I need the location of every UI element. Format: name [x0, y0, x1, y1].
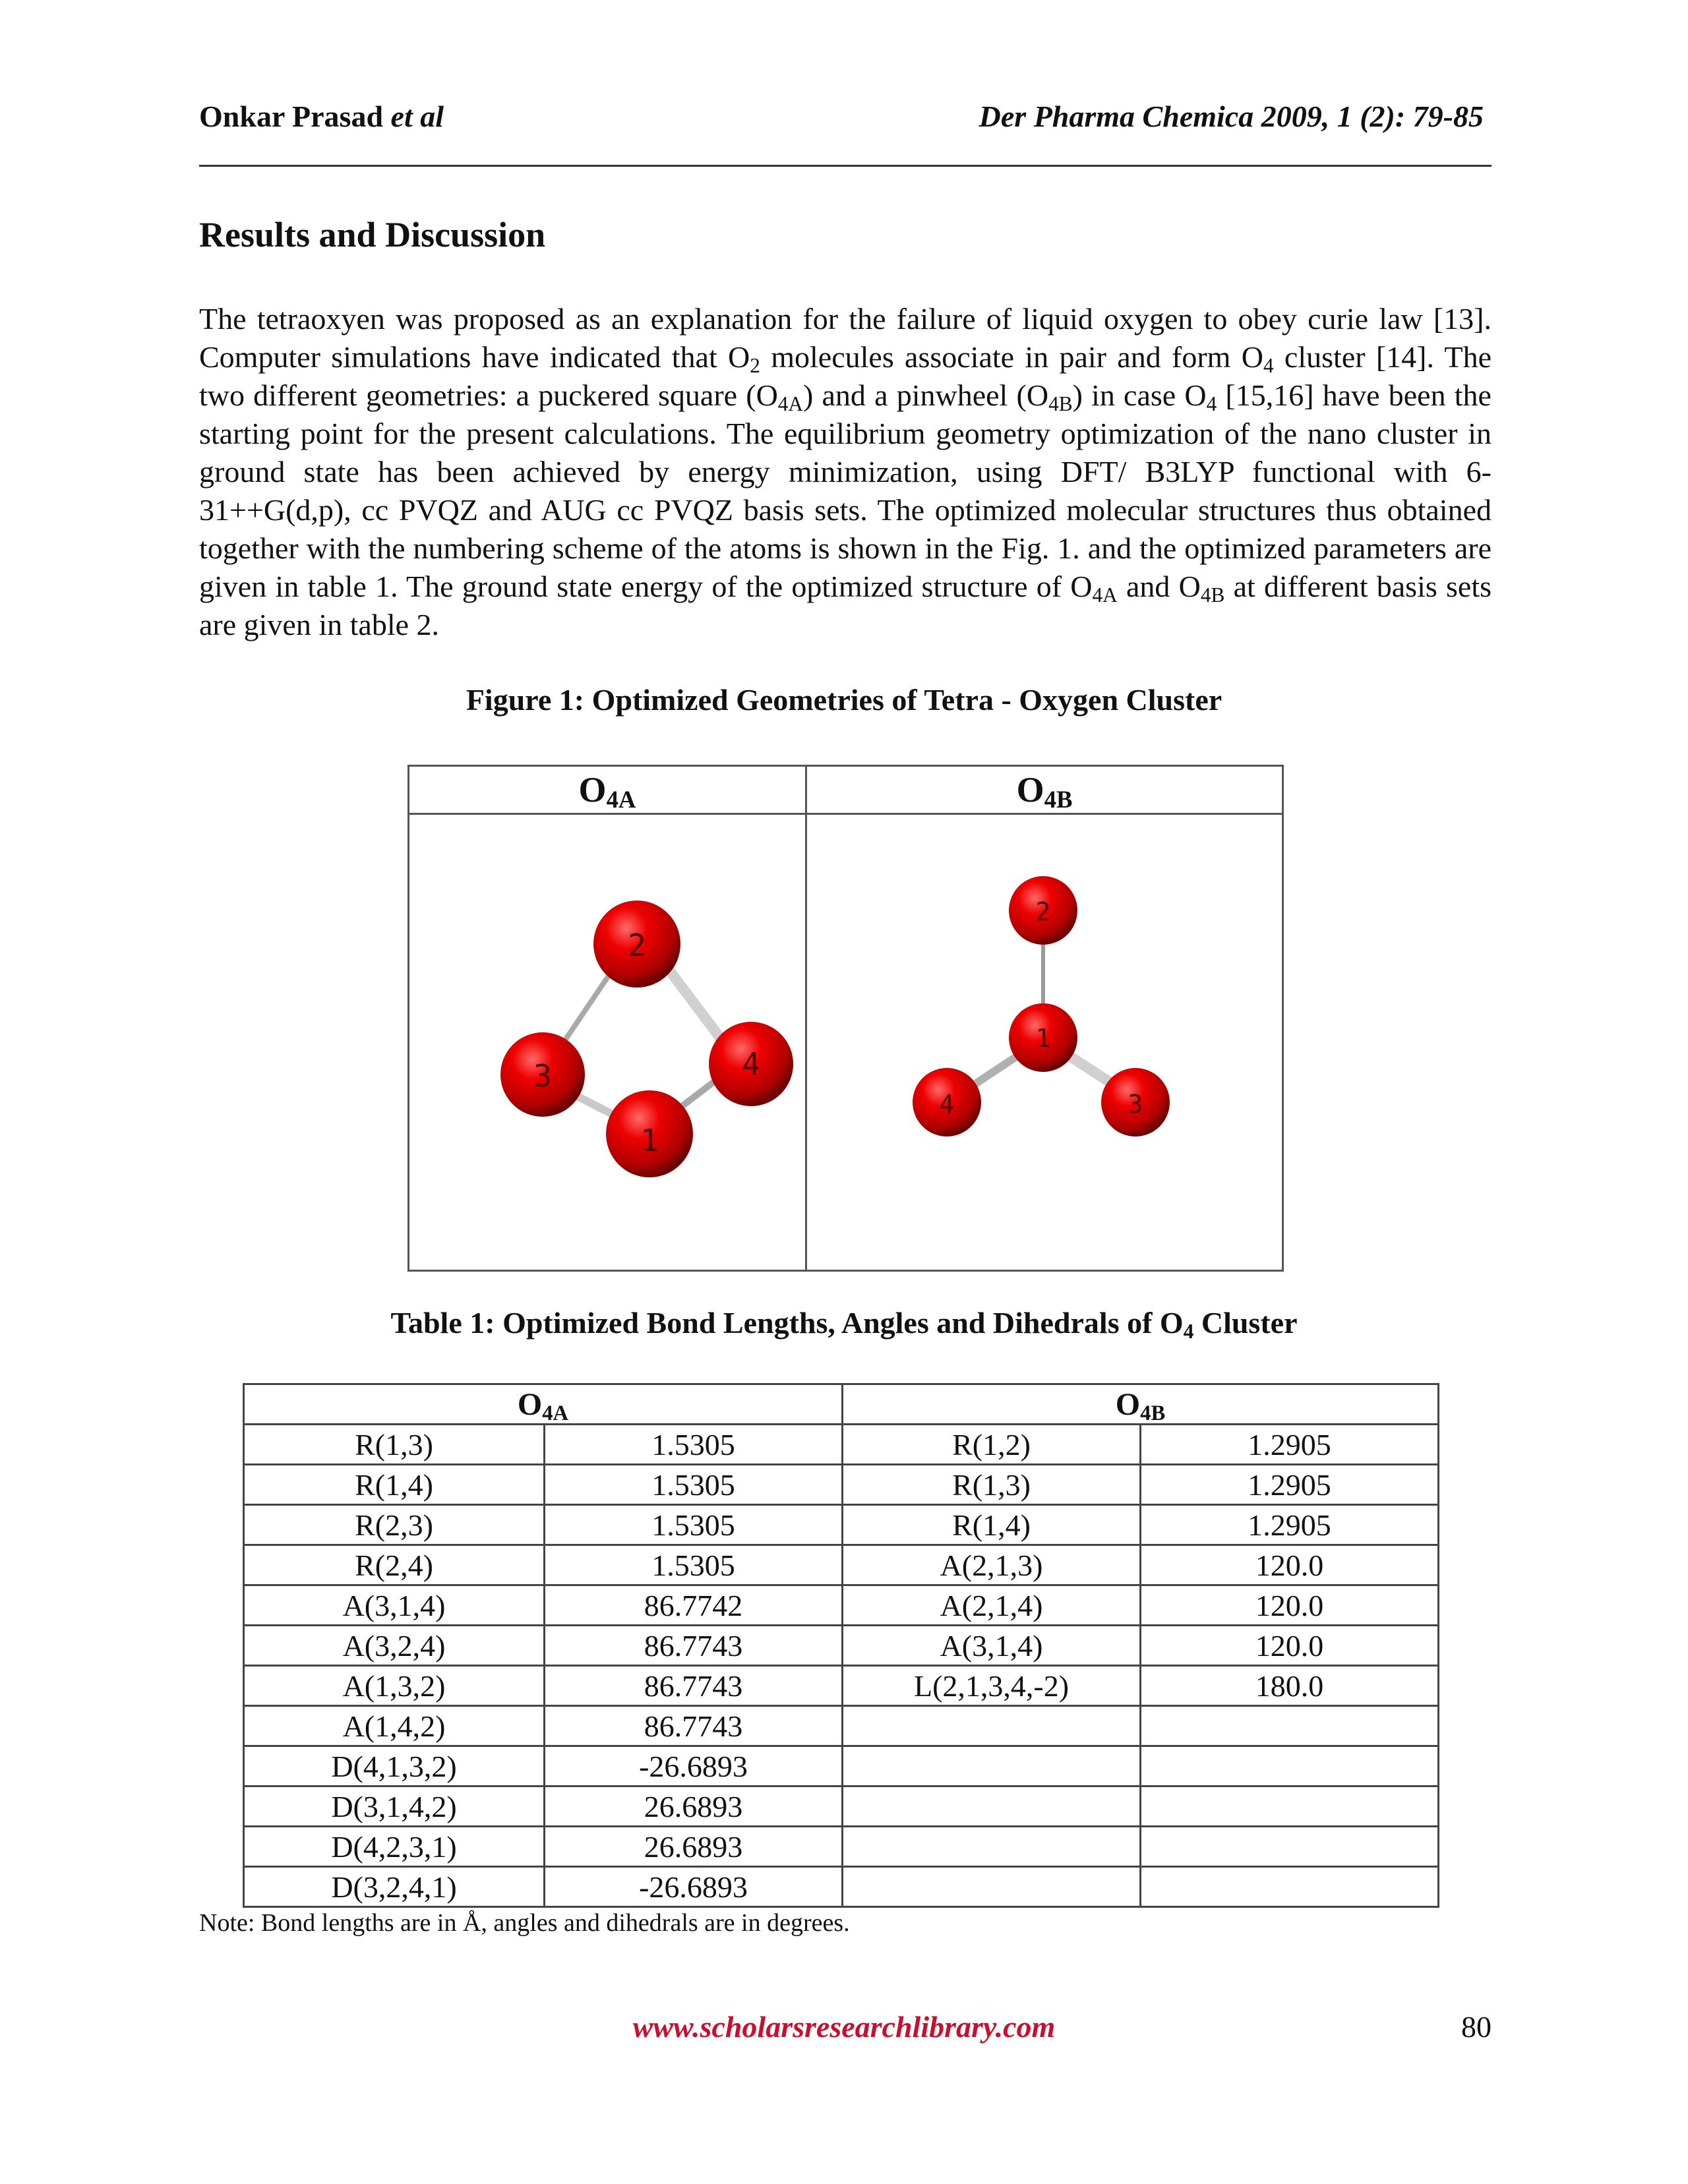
- table-caption-text: Cluster: [1193, 1306, 1298, 1340]
- authors-main: Onkar Prasad: [199, 100, 391, 133]
- para-text: ) and a pinwheel (O: [803, 378, 1049, 412]
- parameter-cell: A(1,4,2): [244, 1706, 545, 1746]
- value-cell: -26.6893: [545, 1746, 843, 1786]
- value-cell: -26.6893: [545, 1867, 843, 1907]
- atom-label: 2: [1035, 897, 1051, 926]
- group-b-base: O: [1115, 1386, 1141, 1422]
- footer-url[interactable]: www.scholarsresearchlibrary.com: [632, 2010, 1056, 2044]
- para-sub: 4B: [1048, 392, 1073, 415]
- section-title: Results and Discussion: [199, 215, 546, 254]
- para-text: ) in case O: [1072, 378, 1207, 412]
- figure-col-o4b-header: [806, 766, 1283, 814]
- o4b-molecule-image: [807, 815, 1282, 1270]
- atom-label: 2: [628, 928, 646, 963]
- value-cell: 1.5305: [545, 1425, 843, 1465]
- o4b-atom-1: [1009, 1003, 1077, 1072]
- figure-o4a-cell: [409, 814, 806, 1271]
- value-cell: 1.5305: [545, 1545, 843, 1585]
- col-a-base: O: [578, 770, 607, 810]
- col-b-base: O: [1016, 770, 1044, 810]
- table-row: [244, 1626, 1439, 1666]
- o4a-molecule-image: [409, 815, 805, 1270]
- parameter-cell: [843, 1867, 1141, 1907]
- table-row: [244, 1465, 1439, 1505]
- o4b-atom-4: [913, 1068, 981, 1136]
- header-rule: [199, 165, 1492, 167]
- figure-caption: Figure 1: Optimized Geometries of Tetra - Oxygen Cluster: [466, 683, 1222, 717]
- table-caption-sub: 4: [1183, 1319, 1194, 1343]
- parameter-cell: A(3,2,4): [244, 1626, 545, 1666]
- o4a-atom-3: [500, 1032, 585, 1117]
- para-text: and O: [1117, 570, 1201, 603]
- table-caption: [0, 1305, 1688, 1343]
- parameter-cell: A(3,1,4): [244, 1585, 545, 1626]
- value-cell: 1.5305: [545, 1465, 843, 1505]
- table-row: [244, 1666, 1439, 1706]
- group-header-o4b: [843, 1384, 1439, 1425]
- parameter-cell: [843, 1827, 1141, 1867]
- parameter-cell: D(3,1,4,2): [244, 1786, 545, 1827]
- para-sub: 4A: [1092, 583, 1118, 606]
- value-cell: 1.5305: [545, 1505, 843, 1545]
- parameter-cell: [843, 1706, 1141, 1746]
- running-head-journal: Der Pharma Chemica 2009, 1 (2): 79-85: [979, 100, 1484, 133]
- parameter-cell: [843, 1786, 1141, 1827]
- value-cell: [1141, 1746, 1439, 1786]
- para-sub: 4: [1263, 353, 1274, 377]
- para-sub: 4A: [777, 392, 804, 415]
- table-note: Note: Bond lengths are in Å, angles and dihedrals are in degrees.: [199, 1909, 850, 1937]
- parameter-cell: A(1,3,2): [244, 1666, 545, 1706]
- parameter-cell: R(2,4): [244, 1545, 545, 1585]
- value-cell: 1.2905: [1141, 1505, 1439, 1545]
- o4a-atom-1: [606, 1090, 693, 1177]
- table-row: [244, 1425, 1439, 1465]
- value-cell: 86.7743: [545, 1626, 843, 1666]
- value-cell: [1141, 1867, 1439, 1907]
- o4b-atom-2: [1009, 876, 1077, 945]
- figure-o4b-cell: [806, 814, 1283, 1271]
- value-cell: 120.0: [1141, 1585, 1439, 1626]
- group-a-base: O: [517, 1386, 543, 1422]
- parameter-cell: D(3,2,4,1): [244, 1867, 545, 1907]
- parameter-cell: R(1,2): [843, 1425, 1141, 1465]
- parameter-cell: R(1,4): [843, 1505, 1141, 1545]
- value-cell: 180.0: [1141, 1666, 1439, 1706]
- value-cell: [1141, 1706, 1439, 1746]
- parameter-cell: D(4,2,3,1): [244, 1827, 545, 1867]
- authors-etal: et al: [390, 100, 444, 133]
- parameter-cell: [843, 1746, 1141, 1786]
- atom-label: 4: [939, 1090, 955, 1119]
- parameter-cell: D(4,1,3,2): [244, 1746, 545, 1786]
- value-cell: 86.7743: [545, 1706, 843, 1746]
- o4a-atom-4: [709, 1022, 793, 1106]
- para-text: at different basis sets are given in table 2.: [199, 570, 1492, 641]
- parameter-cell: A(2,1,4): [843, 1585, 1141, 1626]
- para-text: The tetraoxyen was proposed as an explanation for the failure of liquid oxygen to obey curie law [13]. Computer simulations have indicated that O: [199, 302, 1492, 374]
- table-row: [244, 1706, 1439, 1746]
- o4a-atom-2: [593, 900, 680, 988]
- value-cell: [1141, 1827, 1439, 1867]
- value-cell: 1.2905: [1141, 1425, 1439, 1465]
- table-row: [244, 1786, 1439, 1827]
- value-cell: 86.7742: [545, 1585, 843, 1626]
- atom-label: 1: [1035, 1024, 1051, 1053]
- page-number: 80: [1461, 2010, 1492, 2044]
- atom-label: 3: [533, 1058, 552, 1094]
- para-sub: 4B: [1200, 583, 1225, 606]
- parameter-cell: L(2,1,3,4,-2): [843, 1666, 1141, 1706]
- table-row: [244, 1505, 1439, 1545]
- value-cell: [1141, 1786, 1439, 1827]
- para-sub: 4: [1206, 392, 1217, 415]
- value-cell: 26.6893: [545, 1827, 843, 1867]
- col-b-sub: 4B: [1044, 786, 1073, 813]
- atom-label: 3: [1128, 1090, 1143, 1119]
- table-caption-text: Table 1: Optimized Bond Lengths, Angles and Dihedrals of O: [390, 1306, 1184, 1340]
- para-text: molecules associate in pair and form O: [760, 340, 1263, 374]
- atom-label: 1: [640, 1123, 659, 1158]
- value-cell: 120.0: [1141, 1626, 1439, 1666]
- figure-col-o4a-header: [409, 766, 806, 814]
- group-a-sub: 4A: [542, 1401, 569, 1425]
- figure-1-molecules: [407, 765, 1284, 1272]
- value-cell: 1.2905: [1141, 1465, 1439, 1505]
- table-row: [244, 1746, 1439, 1786]
- table-row: [244, 1545, 1439, 1585]
- atom-label: 4: [742, 1046, 760, 1082]
- parameter-cell: A(2,1,3): [843, 1545, 1141, 1585]
- col-a-sub: 4A: [606, 786, 636, 813]
- table-row: [244, 1867, 1439, 1907]
- parameter-cell: R(1,3): [244, 1425, 545, 1465]
- parameter-cell: A(3,1,4): [843, 1626, 1141, 1666]
- parameter-cell: R(1,4): [244, 1465, 545, 1505]
- value-cell: 26.6893: [545, 1786, 843, 1827]
- value-cell: 86.7743: [545, 1666, 843, 1706]
- para-sub: 2: [750, 353, 760, 377]
- o4b-atom-3: [1101, 1068, 1170, 1136]
- parameter-cell: R(2,3): [244, 1505, 545, 1545]
- parameters-table: [243, 1383, 1439, 1908]
- para-text: cluster [14]. The two different geometries: a puckered square (O: [199, 340, 1492, 412]
- table-row: [244, 1827, 1439, 1867]
- body-paragraph: [199, 300, 1492, 644]
- para-text: [15,16] have been the starting point for the present calculations. The equilibrium geometry optimization of the nano cluster in ground state has been achieved by energy minimization, using DFT/ B3LYP functional with 6-31++G(d,p), cc PVQZ and AUG cc PVQZ basis sets. The optimized molecular structures thus obtained together with the numbering scheme of the atoms is shown in the Fig. 1. and the optimized parameters are given in table 1. The ground state energy of the optimized structure of O: [199, 378, 1492, 603]
- table-row: [244, 1585, 1439, 1626]
- group-b-sub: 4B: [1140, 1401, 1166, 1425]
- parameter-cell: R(1,3): [843, 1465, 1141, 1505]
- value-cell: 120.0: [1141, 1545, 1439, 1585]
- running-head-authors: [199, 99, 444, 134]
- group-header-o4a: [244, 1384, 843, 1425]
